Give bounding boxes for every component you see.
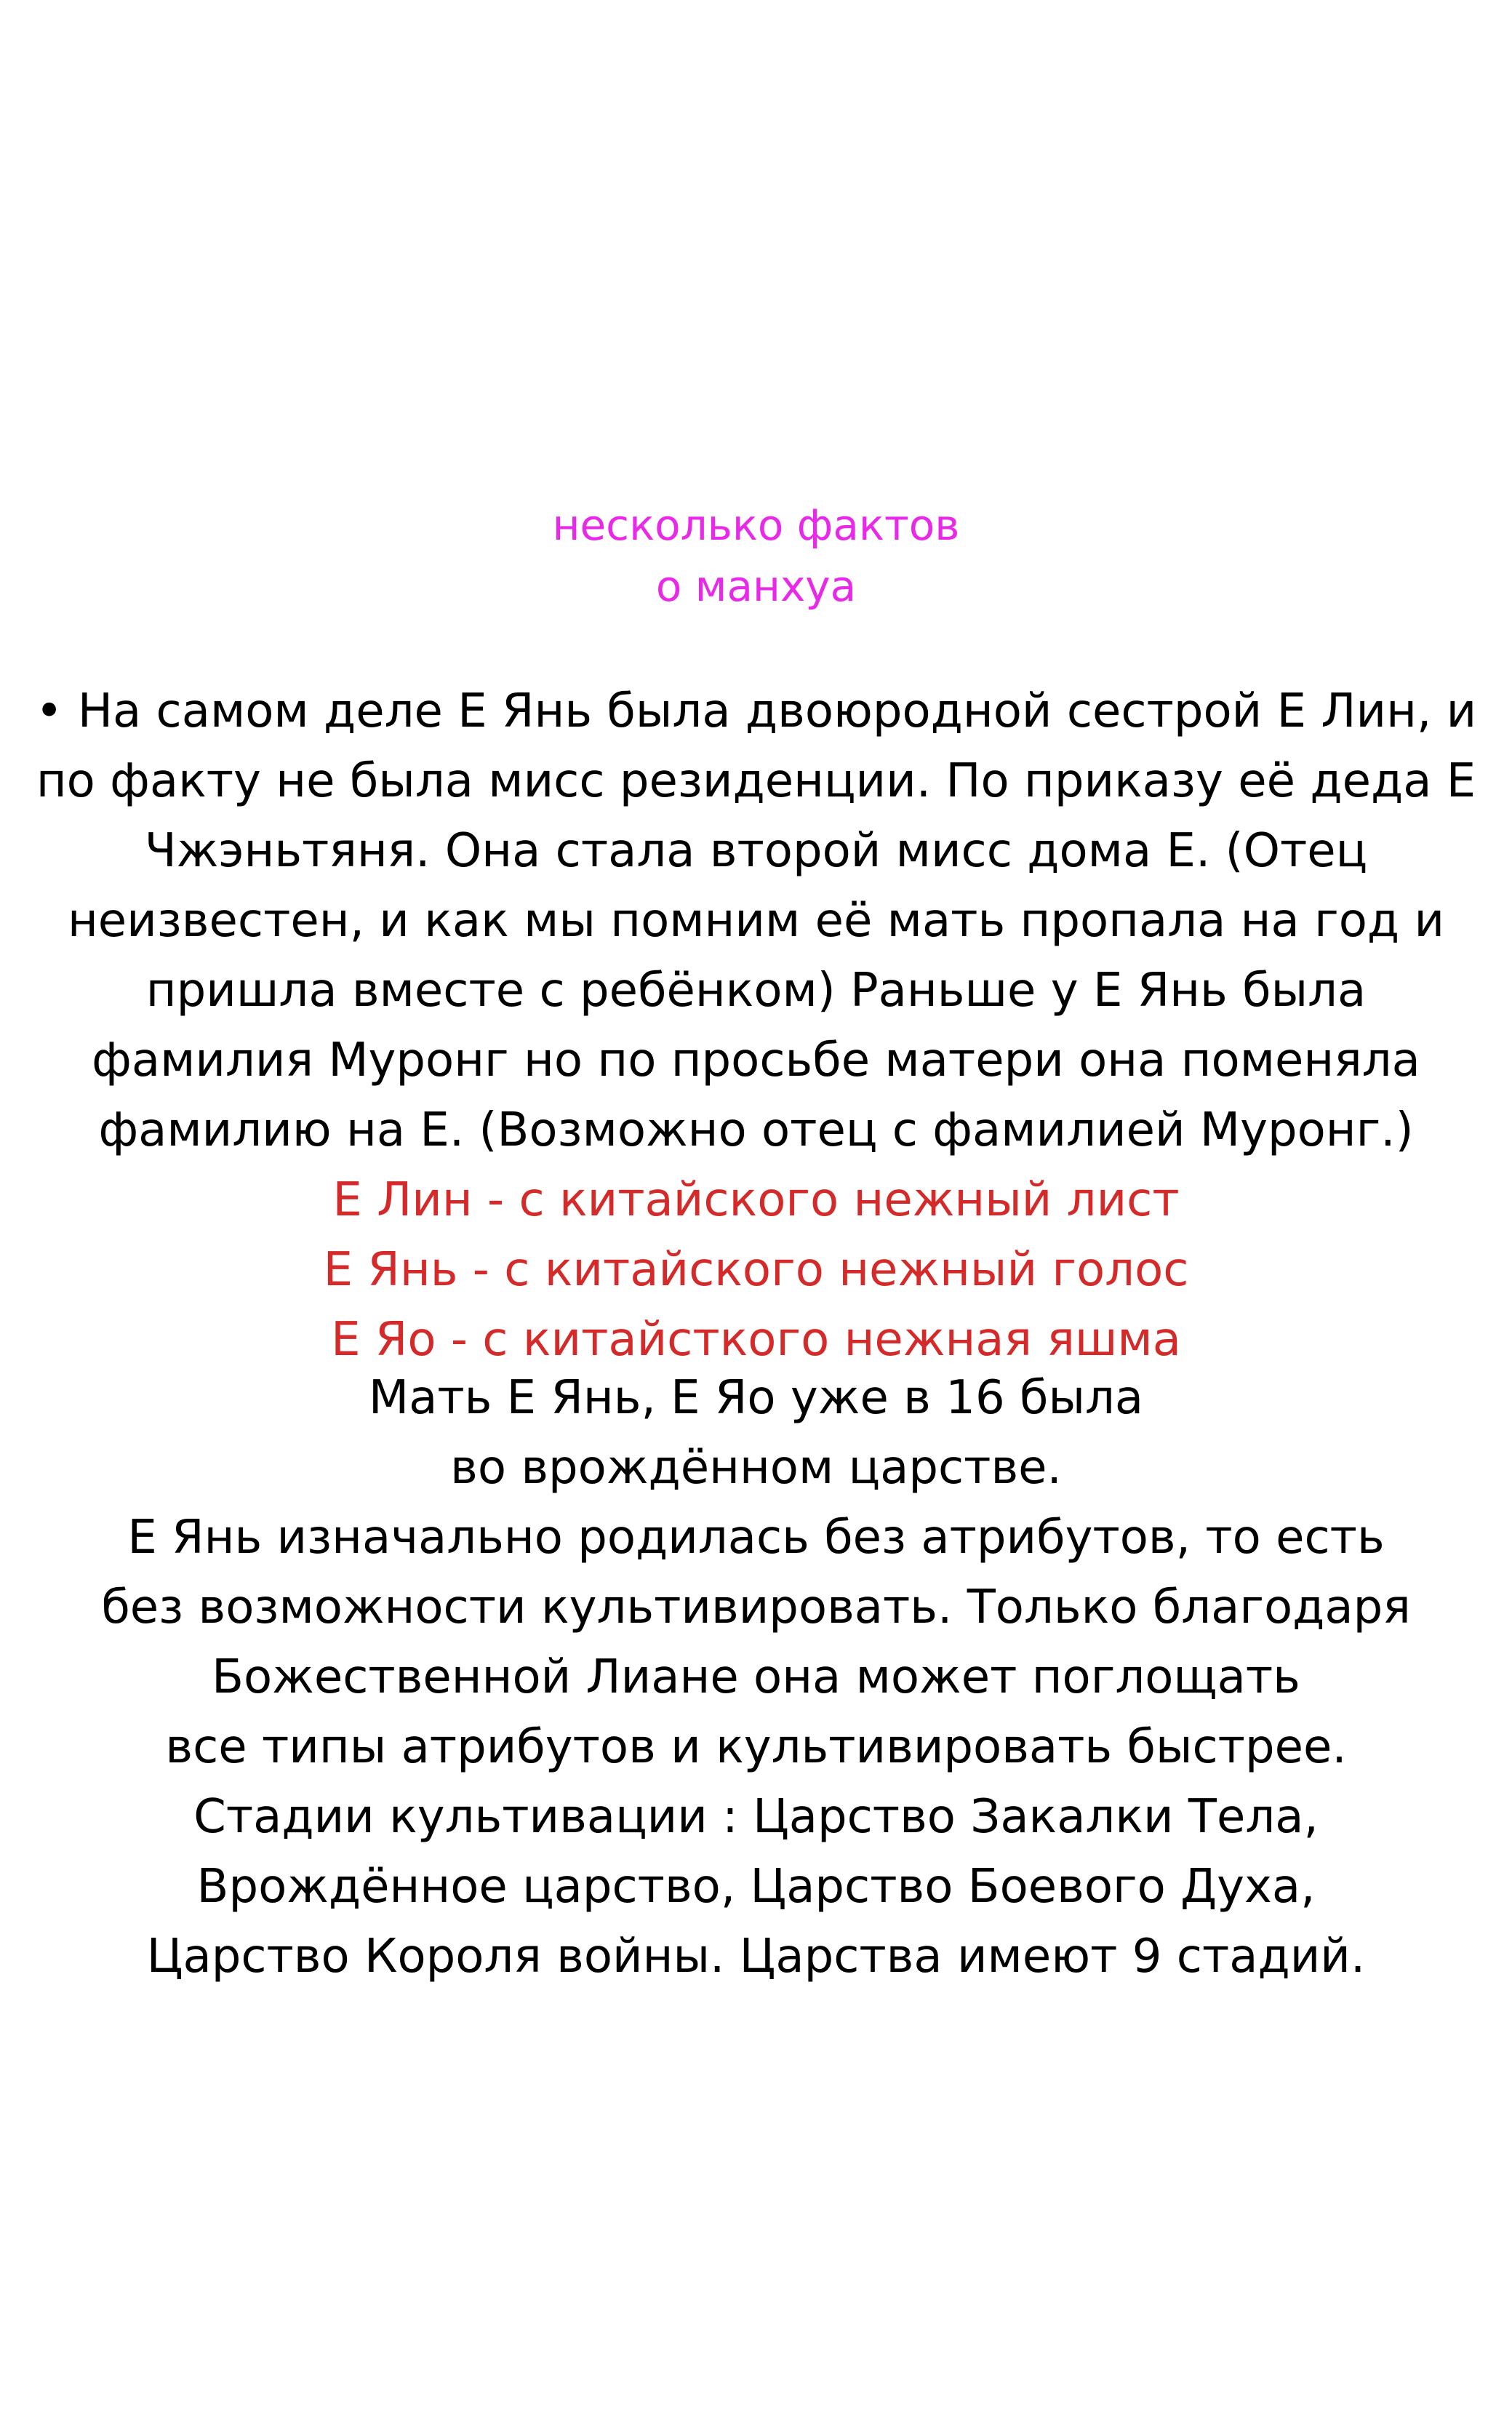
paragraph-2-line: Стадии культивации : Царство Закалки Тела,	[193, 1790, 1319, 1844]
paragraph-1-line: фамилию на Е. (Возможно отец с фамилией Муронг.)	[98, 1103, 1414, 1157]
paragraph-2-line: без возможности культивировать. Только благодаря	[101, 1581, 1411, 1634]
paragraph-1-line: Чжэньтяня. Она стала второй мисс дома Е. (Отец	[144, 824, 1368, 878]
paragraph-2-line: Е Янь изначально родилась без атрибутов, то есть	[127, 1511, 1385, 1565]
title-line-2: о манхуа	[655, 562, 857, 611]
paragraph-2-line: Царство Короля войны. Царства имеют 9 стадий.	[146, 1930, 1366, 1983]
paragraph-1-line: неизвестен, и как мы помним её мать пропала на год и	[67, 894, 1445, 948]
name-meaning-line: Е Яо - с китайсткого нежная яшма	[331, 1313, 1181, 1367]
facts-paragraph-1	[0, 676, 1512, 1375]
name-meaning-line: Е Янь - с китайского нежный голос	[323, 1243, 1189, 1297]
name-meaning-line: Е Лин - с китайского нежный лист	[332, 1173, 1180, 1227]
paragraph-2-line: Мать Е Янь, Е Яо уже в 16 была	[368, 1371, 1144, 1425]
paragraph-2-line: во врождённом царстве.	[450, 1441, 1062, 1495]
paragraph-2-line: Врождённое царство, Царство Боевого Духа,	[196, 1860, 1316, 1914]
paragraph-1-line: по факту не была мисс резиденции. По приказу её деда Е	[36, 754, 1476, 808]
facts-paragraph-2	[0, 1363, 1512, 1991]
paragraph-2-line: Божественной Лиане она может поглощать	[212, 1650, 1300, 1704]
paragraph-1-line: фамилия Муронг но по просьбе матери она поменяла	[92, 1034, 1420, 1087]
paragraph-1-line: пришла вместе с ребёнком) Раньше у Е Янь была	[145, 964, 1367, 1018]
paragraph-1-line: • На самом деле Е Янь была двоюродной сестрой Е Лин, и	[35, 684, 1477, 738]
title-line-1: несколько фактов	[552, 500, 960, 550]
paragraph-2-line: все типы атрибутов и культивировать быстрее.	[165, 1720, 1347, 1774]
